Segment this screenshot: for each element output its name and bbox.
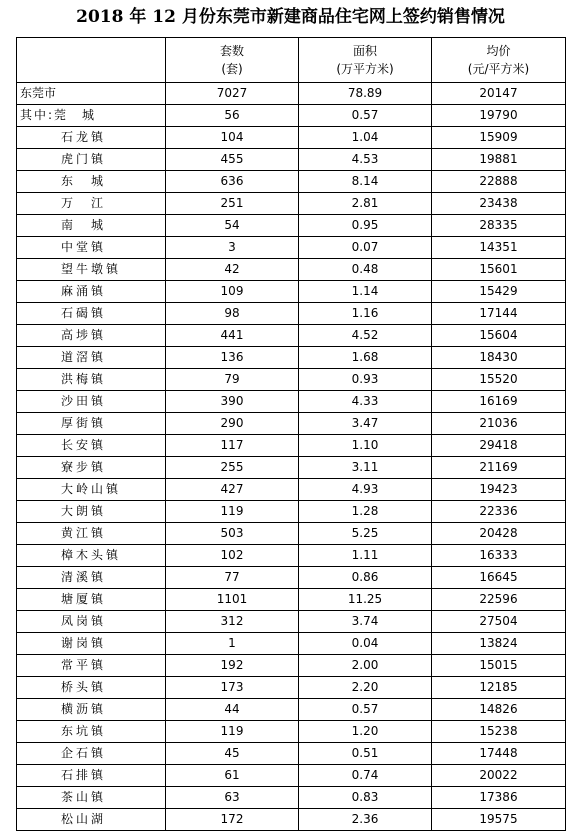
area-cell: 3.47 — [299, 413, 432, 435]
units-cell: 192 — [166, 655, 299, 677]
region-cell: 高埗镇 — [17, 325, 166, 347]
region-cell: 长安镇 — [17, 435, 166, 457]
price-cell: 14351 — [432, 237, 566, 259]
area-cell: 0.83 — [299, 787, 432, 809]
region-cell: 洪梅镇 — [17, 369, 166, 391]
area-cell: 0.74 — [299, 765, 432, 787]
units-cell: 503 — [166, 523, 299, 545]
area-cell: 1.10 — [299, 435, 432, 457]
header-units — [166, 38, 299, 83]
area-cell: 2.81 — [299, 193, 432, 215]
units-cell: 98 — [166, 303, 299, 325]
price-cell: 15601 — [432, 259, 566, 281]
area-cell: 3.74 — [299, 611, 432, 633]
header-price — [432, 38, 566, 83]
table-row — [17, 567, 566, 589]
region-cell: 松山湖 — [17, 809, 166, 831]
units-cell: 42 — [166, 259, 299, 281]
table-row — [17, 237, 566, 259]
region-cell: 厚街镇 — [17, 413, 166, 435]
units-cell: 45 — [166, 743, 299, 765]
price-cell: 21036 — [432, 413, 566, 435]
table-row — [17, 699, 566, 721]
table-row — [17, 83, 566, 105]
price-cell: 15520 — [432, 369, 566, 391]
region-cell: 石龙镇 — [17, 127, 166, 149]
table-row — [17, 281, 566, 303]
area-cell: 11.25 — [299, 589, 432, 611]
price-cell: 12185 — [432, 677, 566, 699]
table-row — [17, 325, 566, 347]
area-cell: 1.28 — [299, 501, 432, 523]
units-cell: 3 — [166, 237, 299, 259]
table-row — [17, 787, 566, 809]
table-row — [17, 171, 566, 193]
price-cell: 19881 — [432, 149, 566, 171]
table-row — [17, 105, 566, 127]
table-row — [17, 765, 566, 787]
header-units-unit: (套) — [221, 62, 243, 76]
sales-table — [16, 37, 566, 831]
header-price-label: 均价 — [486, 44, 511, 58]
region-cell: 大朗镇 — [17, 501, 166, 523]
area-cell: 0.57 — [299, 105, 432, 127]
table-row — [17, 479, 566, 501]
header-area-unit: (万平方米) — [336, 62, 394, 76]
price-cell: 20428 — [432, 523, 566, 545]
price-cell: 19790 — [432, 105, 566, 127]
region-cell: 石碣镇 — [17, 303, 166, 325]
area-cell: 0.95 — [299, 215, 432, 237]
region-cell: 麻涌镇 — [17, 281, 166, 303]
table-row — [17, 259, 566, 281]
region-cell: 茶山镇 — [17, 787, 166, 809]
price-cell: 17144 — [432, 303, 566, 325]
region-cell: 南 城 — [17, 215, 166, 237]
area-cell: 2.00 — [299, 655, 432, 677]
units-cell: 312 — [166, 611, 299, 633]
area-cell: 0.86 — [299, 567, 432, 589]
table-row — [17, 127, 566, 149]
region-cell: 谢岗镇 — [17, 633, 166, 655]
price-cell: 16645 — [432, 567, 566, 589]
table-row — [17, 215, 566, 237]
area-cell: 0.93 — [299, 369, 432, 391]
units-cell: 119 — [166, 501, 299, 523]
table-row — [17, 149, 566, 171]
area-cell: 0.04 — [299, 633, 432, 655]
units-cell: 109 — [166, 281, 299, 303]
area-cell: 4.52 — [299, 325, 432, 347]
table-header-row — [17, 38, 566, 83]
table-row — [17, 655, 566, 677]
units-cell: 117 — [166, 435, 299, 457]
table-row — [17, 589, 566, 611]
units-cell: 172 — [166, 809, 299, 831]
region-cell: 桥头镇 — [17, 677, 166, 699]
units-cell: 1101 — [166, 589, 299, 611]
area-cell: 0.07 — [299, 237, 432, 259]
units-cell: 102 — [166, 545, 299, 567]
table-row — [17, 435, 566, 457]
price-cell: 17386 — [432, 787, 566, 809]
price-cell: 22336 — [432, 501, 566, 523]
region-cell: 大岭山镇 — [17, 479, 166, 501]
region-cell: 万 江 — [17, 193, 166, 215]
area-cell: 1.14 — [299, 281, 432, 303]
price-cell: 15604 — [432, 325, 566, 347]
region-cell: 寮步镇 — [17, 457, 166, 479]
region-cell: 企石镇 — [17, 743, 166, 765]
units-cell: 390 — [166, 391, 299, 413]
table-row — [17, 809, 566, 831]
region-cell: 沙田镇 — [17, 391, 166, 413]
table-row — [17, 303, 566, 325]
price-cell: 16169 — [432, 391, 566, 413]
price-cell: 14826 — [432, 699, 566, 721]
price-cell: 19423 — [432, 479, 566, 501]
table-row — [17, 743, 566, 765]
region-cell: 东 城 — [17, 171, 166, 193]
units-cell: 1 — [166, 633, 299, 655]
units-cell: 77 — [166, 567, 299, 589]
units-cell: 104 — [166, 127, 299, 149]
area-cell: 3.11 — [299, 457, 432, 479]
price-cell: 20022 — [432, 765, 566, 787]
area-cell: 4.33 — [299, 391, 432, 413]
area-cell: 0.48 — [299, 259, 432, 281]
area-cell: 1.20 — [299, 721, 432, 743]
header-area — [299, 38, 432, 83]
units-cell: 56 — [166, 105, 299, 127]
header-area-label: 面积 — [352, 44, 377, 58]
area-cell: 1.68 — [299, 347, 432, 369]
area-cell: 0.51 — [299, 743, 432, 765]
units-cell: 44 — [166, 699, 299, 721]
units-cell: 455 — [166, 149, 299, 171]
region-cell: 常平镇 — [17, 655, 166, 677]
region-cell: 塘厦镇 — [17, 589, 166, 611]
units-cell: 173 — [166, 677, 299, 699]
table-row — [17, 193, 566, 215]
table-row — [17, 501, 566, 523]
table-row — [17, 457, 566, 479]
units-cell: 441 — [166, 325, 299, 347]
region-cell: 清溪镇 — [17, 567, 166, 589]
table-row — [17, 347, 566, 369]
price-cell: 17448 — [432, 743, 566, 765]
price-cell: 16333 — [432, 545, 566, 567]
price-cell: 23438 — [432, 193, 566, 215]
price-cell: 28335 — [432, 215, 566, 237]
region-cell: 石排镇 — [17, 765, 166, 787]
price-cell: 15909 — [432, 127, 566, 149]
price-cell: 29418 — [432, 435, 566, 457]
header-price-unit: (元/平方米) — [467, 62, 530, 76]
region-cell: 凤岗镇 — [17, 611, 166, 633]
price-cell: 19575 — [432, 809, 566, 831]
table-row — [17, 369, 566, 391]
region-cell: 横沥镇 — [17, 699, 166, 721]
table-row — [17, 633, 566, 655]
price-cell: 22888 — [432, 171, 566, 193]
region-cell: 其中:莞 城 — [17, 105, 166, 127]
area-cell: 1.16 — [299, 303, 432, 325]
region-cell: 东莞市 — [17, 83, 166, 105]
price-cell: 20147 — [432, 83, 566, 105]
region-cell: 樟木头镇 — [17, 545, 166, 567]
area-cell: 4.53 — [299, 149, 432, 171]
units-cell: 251 — [166, 193, 299, 215]
price-cell: 27504 — [432, 611, 566, 633]
area-cell: 8.14 — [299, 171, 432, 193]
area-cell: 5.25 — [299, 523, 432, 545]
area-cell: 78.89 — [299, 83, 432, 105]
area-cell: 2.36 — [299, 809, 432, 831]
area-cell: 1.04 — [299, 127, 432, 149]
price-cell: 15015 — [432, 655, 566, 677]
price-cell: 21169 — [432, 457, 566, 479]
units-cell: 255 — [166, 457, 299, 479]
price-cell: 15429 — [432, 281, 566, 303]
units-cell: 54 — [166, 215, 299, 237]
price-cell: 13824 — [432, 633, 566, 655]
area-cell: 1.11 — [299, 545, 432, 567]
table-row — [17, 721, 566, 743]
units-cell: 119 — [166, 721, 299, 743]
table-row — [17, 545, 566, 567]
region-cell: 道滘镇 — [17, 347, 166, 369]
region-cell: 虎门镇 — [17, 149, 166, 171]
table-row — [17, 523, 566, 545]
area-cell: 0.57 — [299, 699, 432, 721]
units-cell: 7027 — [166, 83, 299, 105]
page-title: 2018 年 12 月份东莞市新建商品住宅网上签约销售情况 — [76, 7, 505, 27]
table-row — [17, 391, 566, 413]
units-cell: 290 — [166, 413, 299, 435]
header-region — [17, 38, 166, 83]
area-cell: 4.93 — [299, 479, 432, 501]
price-cell: 15238 — [432, 721, 566, 743]
units-cell: 427 — [166, 479, 299, 501]
region-cell: 东坑镇 — [17, 721, 166, 743]
table-body — [17, 83, 566, 831]
units-cell: 79 — [166, 369, 299, 391]
units-cell: 136 — [166, 347, 299, 369]
units-cell: 636 — [166, 171, 299, 193]
table-row — [17, 413, 566, 435]
region-cell: 中堂镇 — [17, 237, 166, 259]
table-row — [17, 611, 566, 633]
table-row — [17, 677, 566, 699]
region-cell: 望牛墩镇 — [17, 259, 166, 281]
units-cell: 61 — [166, 765, 299, 787]
area-cell: 2.20 — [299, 677, 432, 699]
price-cell: 18430 — [432, 347, 566, 369]
header-units-label: 套数 — [219, 44, 244, 58]
units-cell: 63 — [166, 787, 299, 809]
price-cell: 22596 — [432, 589, 566, 611]
region-cell: 黄江镇 — [17, 523, 166, 545]
